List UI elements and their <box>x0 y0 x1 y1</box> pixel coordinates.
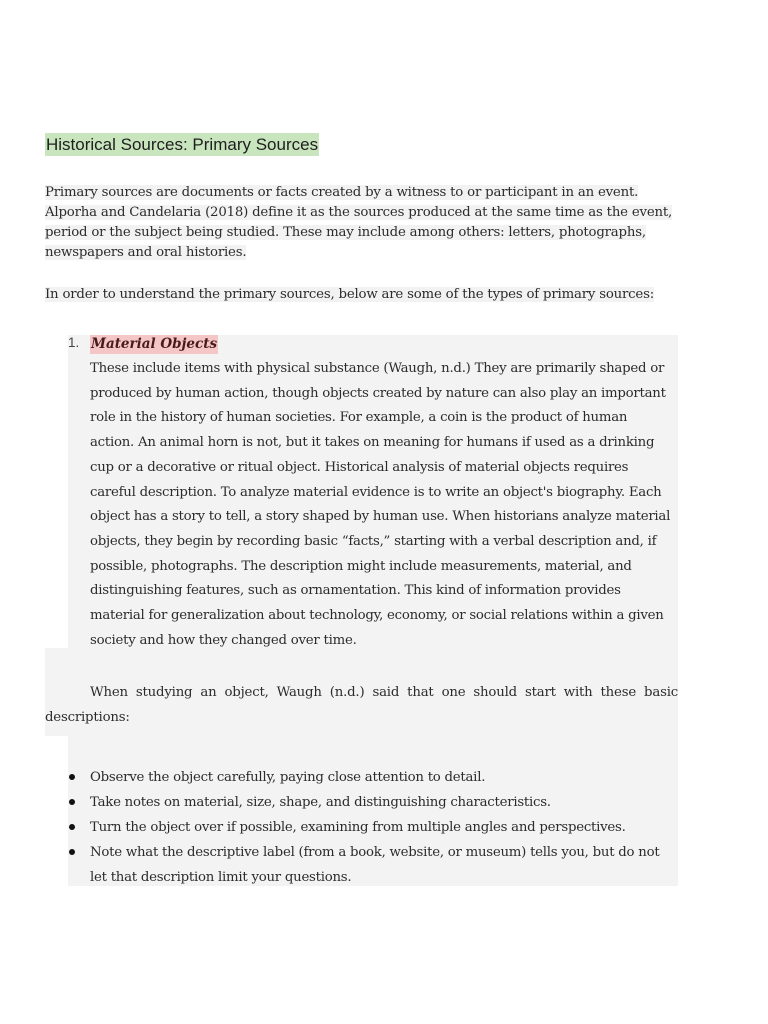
body-line: action. An animal horn is not, but it takes on meaning for humans if used as a drinking <box>90 435 655 451</box>
intro-line: newspapers and oral histories. <box>45 245 247 260</box>
bullet-icon <box>69 824 75 830</box>
bullet-item <box>68 790 678 815</box>
bullet-icon <box>69 849 75 855</box>
types-intro-text: In order to understand the primary sources, below are some of the types of primary sources: <box>45 287 654 302</box>
material-objects-title: Material Objects <box>91 336 218 352</box>
intro-line: Primary sources are documents or facts created by a witness to or participant in an event. <box>45 185 639 200</box>
body-line: role in the history of human societies. For example, a coin is the product of human <box>90 410 628 426</box>
body-line: material for generalization about technology, economy, or social relations within a given <box>90 608 664 624</box>
bullet-item <box>68 815 678 840</box>
study-paragraph <box>45 680 678 730</box>
bullet-icon <box>69 774 75 780</box>
bullet-item <box>68 840 678 890</box>
intro-paragraph <box>45 183 685 263</box>
body-line: These include items with physical substance (Waugh, n.d.) They are primarily shaped or <box>90 361 665 376</box>
intro-line: Alporha and Candelaria (2018) define it as the sources produced at the same time as the event, <box>45 205 673 220</box>
intro-line: period or the subject being studied. These may include among others: letters, photographs, <box>45 225 646 240</box>
material-objects-body <box>90 357 678 653</box>
types-intro-paragraph <box>45 285 685 305</box>
list-number: 1. <box>68 335 80 350</box>
body-line: possible, photographs. The description might include measurements, material, and <box>90 558 632 574</box>
bullet-icon <box>69 799 75 805</box>
body-line: careful description. To analyze material evidence is to write an object's biography. Each <box>90 484 662 500</box>
description-bullet-list <box>68 765 678 890</box>
study-text: When studying an object, Waugh (n.d.) said that one should start with these basic descriptions: <box>45 685 678 725</box>
page-heading: Historical Sources: Primary Sources <box>46 135 319 154</box>
bullet-text: Turn the object over if possible, examining from multiple angles and perspectives. <box>90 820 626 835</box>
bullet-text: Note what the descriptive label (from a book, website, or museum) tells you, but do not let that description limit your questions. <box>90 845 660 885</box>
bullet-item <box>68 765 678 790</box>
body-line: produced by human action, though objects created by nature can also play an important <box>90 385 666 401</box>
body-line: objects, they begin by recording basic “facts,” starting with a verbal description and, if <box>90 533 657 549</box>
bullet-text: Take notes on material, size, shape, and distinguishing characteristics. <box>90 795 551 810</box>
bullet-text: Observe the object carefully, paying close attention to detail. <box>90 770 486 785</box>
body-line: distinguishing features, such as ornamentation. This kind of information provides <box>90 583 621 599</box>
body-line: object has a story to tell, a story shaped by human use. When historians analyze material <box>90 509 671 525</box>
body-line: cup or a decorative or ritual object. Historical analysis of material objects requires <box>90 459 629 475</box>
body-line: society and how they changed over time. <box>90 632 357 648</box>
